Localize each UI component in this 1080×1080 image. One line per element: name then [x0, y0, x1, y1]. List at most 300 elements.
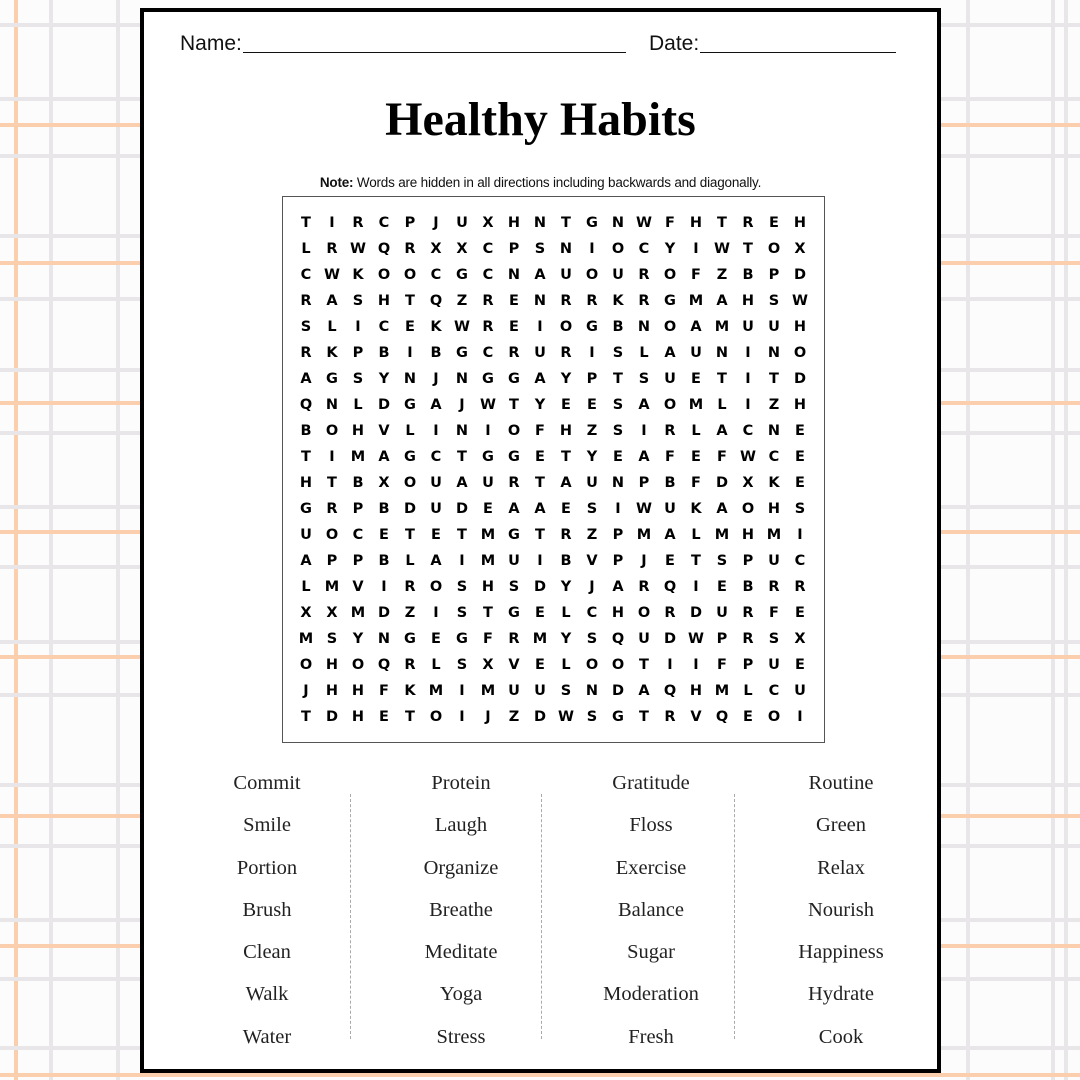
grid-letter[interactable]: A [534, 371, 546, 387]
grid-letter[interactable]: A [560, 475, 572, 491]
grid-letter[interactable]: V [378, 423, 390, 439]
date-field[interactable] [649, 32, 896, 56]
grid-letter[interactable]: H [611, 605, 625, 621]
grid-letter[interactable]: T [769, 371, 779, 387]
grid-letter[interactable]: I [459, 553, 465, 569]
grid-letter[interactable]: S [586, 501, 598, 517]
grid-letter[interactable]: B [664, 475, 676, 491]
grid-letter[interactable]: I [693, 241, 699, 257]
grid-letter[interactable]: I [641, 423, 647, 439]
grid-letter[interactable]: O [429, 579, 443, 595]
grid-letter[interactable]: W [350, 241, 366, 257]
grid-letter[interactable]: N [767, 345, 781, 361]
grid-letter[interactable]: H [767, 501, 781, 517]
grid-letter[interactable]: D [455, 501, 469, 517]
grid-letter[interactable]: H [299, 475, 313, 491]
grid-letter[interactable]: R [482, 319, 494, 335]
grid-letter[interactable]: X [482, 215, 494, 231]
grid-letter[interactable]: J [589, 579, 595, 595]
grid-letter[interactable]: C [794, 553, 806, 569]
grid-letter[interactable]: Z [716, 267, 728, 283]
grid-letter[interactable]: W [480, 397, 496, 413]
grid-letter[interactable]: R [560, 527, 572, 543]
grid-letter[interactable]: R [638, 267, 650, 283]
grid-letter[interactable]: I [589, 241, 595, 257]
grid-letter[interactable]: O [585, 267, 599, 283]
grid-letter[interactable]: A [612, 579, 624, 595]
grid-letter[interactable]: D [377, 397, 391, 413]
grid-letter[interactable]: A [430, 553, 442, 569]
grid-letter[interactable]: H [741, 527, 755, 543]
grid-letter[interactable]: I [433, 605, 439, 621]
grid-letter[interactable]: I [485, 423, 491, 439]
grid-letter[interactable]: H [559, 423, 573, 439]
grid-letter[interactable]: W [454, 319, 470, 335]
grid-letter[interactable]: S [768, 293, 780, 309]
grid-letter[interactable]: G [508, 527, 520, 543]
grid-letter[interactable]: U [560, 267, 572, 283]
grid-letter[interactable]: E [561, 501, 571, 517]
grid-letter[interactable]: M [714, 527, 730, 543]
grid-letter[interactable]: C [586, 605, 598, 621]
grid-letter[interactable]: G [612, 709, 624, 725]
grid-letter[interactable]: L [691, 423, 701, 439]
grid-letter[interactable]: E [509, 293, 519, 309]
grid-letter[interactable]: U [456, 215, 468, 231]
grid-letter[interactable]: L [301, 579, 311, 595]
grid-letter[interactable]: D [689, 605, 703, 621]
grid-letter[interactable]: L [561, 657, 571, 673]
grid-letter[interactable]: S [326, 631, 338, 647]
grid-letter[interactable]: R [794, 579, 806, 595]
grid-letter[interactable]: I [433, 423, 439, 439]
grid-letter[interactable]: M [480, 683, 496, 699]
grid-letter[interactable]: X [742, 475, 754, 491]
grid-letter[interactable]: E [535, 657, 545, 673]
grid-letter[interactable]: U [664, 501, 676, 517]
grid-letter[interactable]: R [508, 631, 520, 647]
grid-letter[interactable]: C [430, 267, 442, 283]
grid-letter[interactable]: O [637, 605, 651, 621]
grid-letter[interactable]: A [508, 501, 520, 517]
grid-letter[interactable]: U [430, 501, 442, 517]
grid-letter[interactable]: P [742, 553, 754, 569]
grid-letter[interactable]: L [717, 397, 727, 413]
grid-letter[interactable]: N [377, 631, 391, 647]
grid-letter[interactable]: E [769, 215, 779, 231]
grid-letter[interactable]: R [404, 657, 416, 673]
grid-letter[interactable]: E [535, 449, 545, 465]
grid-letter[interactable]: D [793, 267, 807, 283]
grid-letter[interactable]: D [403, 501, 417, 517]
grid-letter[interactable]: C [482, 267, 494, 283]
grid-letter[interactable]: P [404, 215, 416, 231]
grid-letter[interactable]: S [508, 579, 520, 595]
grid-letter[interactable]: D [377, 605, 391, 621]
grid-letter[interactable]: G [508, 605, 520, 621]
grid-letter[interactable]: R [742, 631, 754, 647]
grid-letter[interactable]: Y [664, 241, 676, 257]
grid-letter[interactable]: F [691, 267, 701, 283]
grid-letter[interactable]: T [743, 241, 753, 257]
grid-letter[interactable]: D [533, 579, 547, 595]
grid-letter[interactable]: R [664, 605, 676, 621]
grid-letter[interactable]: Q [377, 657, 391, 673]
date-blank-line[interactable] [700, 33, 896, 53]
grid-letter[interactable]: C [742, 423, 754, 439]
grid-letter[interactable]: I [745, 371, 751, 387]
grid-letter[interactable]: T [561, 215, 571, 231]
grid-letter[interactable]: F [665, 449, 675, 465]
grid-letter[interactable]: A [300, 553, 312, 569]
grid-letter[interactable]: O [299, 657, 313, 673]
grid-letter[interactable]: M [636, 527, 652, 543]
grid-letter[interactable]: R [560, 345, 572, 361]
grid-letter[interactable]: U [638, 631, 650, 647]
grid-letter[interactable]: K [690, 501, 702, 517]
grid-letter[interactable]: E [509, 319, 519, 335]
grid-letter[interactable]: Q [663, 579, 677, 595]
grid-letter[interactable]: E [405, 319, 415, 335]
grid-letter[interactable]: N [533, 215, 547, 231]
grid-letter[interactable]: I [745, 397, 751, 413]
grid-letter[interactable]: H [793, 215, 807, 231]
grid-letter[interactable]: Y [378, 371, 390, 387]
grid-letter[interactable]: A [638, 683, 650, 699]
grid-letter[interactable]: U [300, 527, 312, 543]
grid-letter[interactable]: R [742, 215, 754, 231]
grid-letter[interactable]: Y [534, 397, 546, 413]
grid-letter[interactable]: W [636, 501, 652, 517]
grid-letter[interactable]: T [535, 475, 545, 491]
grid-letter[interactable]: H [507, 215, 521, 231]
grid-letter[interactable]: C [300, 267, 312, 283]
grid-letter[interactable]: O [559, 319, 573, 335]
grid-letter[interactable]: B [300, 423, 312, 439]
grid-letter[interactable]: A [716, 423, 728, 439]
grid-letter[interactable]: N [585, 683, 599, 699]
grid-letter[interactable]: R [300, 293, 312, 309]
grid-letter[interactable]: A [534, 501, 546, 517]
grid-letter[interactable]: Q [663, 683, 677, 699]
grid-letter[interactable]: I [797, 709, 803, 725]
grid-letter[interactable]: I [407, 345, 413, 361]
grid-letter[interactable]: R [664, 423, 676, 439]
grid-letter[interactable]: L [405, 423, 415, 439]
grid-letter[interactable]: M [324, 579, 340, 595]
grid-letter[interactable]: B [378, 345, 390, 361]
grid-letter[interactable]: X [482, 657, 494, 673]
grid-letter[interactable]: O [663, 397, 677, 413]
grid-letter[interactable]: G [586, 319, 598, 335]
grid-letter[interactable]: O [793, 345, 807, 361]
grid-letter[interactable]: R [768, 579, 780, 595]
grid-letter[interactable]: G [508, 371, 520, 387]
grid-letter[interactable]: H [481, 579, 495, 595]
grid-letter[interactable]: C [768, 449, 780, 465]
grid-letter[interactable]: C [352, 527, 364, 543]
grid-letter[interactable]: I [355, 319, 361, 335]
grid-letter[interactable]: S [716, 553, 728, 569]
grid-letter[interactable]: J [485, 709, 491, 725]
grid-letter[interactable]: T [301, 449, 311, 465]
grid-letter[interactable]: Y [560, 579, 572, 595]
grid-letter[interactable]: G [586, 215, 598, 231]
grid-letter[interactable]: V [508, 657, 520, 673]
grid-letter[interactable]: T [613, 371, 623, 387]
grid-letter[interactable]: S [794, 501, 806, 517]
grid-letter[interactable]: F [535, 423, 545, 439]
grid-letter[interactable]: F [691, 475, 701, 491]
grid-letter[interactable]: B [612, 319, 624, 335]
grid-letter[interactable]: C [378, 319, 390, 335]
grid-letter[interactable]: Q [715, 709, 729, 725]
grid-letter[interactable]: P [612, 527, 624, 543]
grid-letter[interactable]: T [457, 527, 467, 543]
grid-letter[interactable]: E [431, 631, 441, 647]
grid-letter[interactable]: L [639, 345, 649, 361]
grid-letter[interactable]: S [586, 709, 598, 725]
grid-letter[interactable]: V [690, 709, 702, 725]
name-field[interactable] [180, 32, 626, 56]
grid-letter[interactable]: P [352, 553, 364, 569]
grid-letter[interactable]: R [508, 475, 520, 491]
grid-letter[interactable]: J [433, 371, 439, 387]
grid-letter[interactable]: C [482, 241, 494, 257]
grid-letter[interactable]: P [612, 553, 624, 569]
grid-letter[interactable]: A [430, 397, 442, 413]
grid-letter[interactable]: X [378, 475, 390, 491]
grid-letter[interactable]: S [560, 683, 572, 699]
grid-letter[interactable]: S [612, 397, 624, 413]
grid-letter[interactable]: L [301, 241, 311, 257]
grid-letter[interactable]: B [742, 579, 754, 595]
grid-letter[interactable]: S [352, 371, 364, 387]
grid-letter[interactable]: W [688, 631, 704, 647]
grid-letter[interactable]: C [638, 241, 650, 257]
grid-letter[interactable]: X [794, 241, 806, 257]
grid-letter[interactable]: E [431, 527, 441, 543]
grid-letter[interactable]: X [430, 241, 442, 257]
grid-letter[interactable]: P [508, 241, 520, 257]
grid-letter[interactable]: F [717, 449, 727, 465]
grid-letter[interactable]: M [714, 319, 730, 335]
grid-letter[interactable]: W [636, 215, 652, 231]
grid-letter[interactable]: O [403, 267, 417, 283]
grid-letter[interactable]: A [300, 371, 312, 387]
grid-letter[interactable]: B [430, 345, 442, 361]
grid-letter[interactable]: A [664, 345, 676, 361]
grid-letter[interactable]: Y [560, 631, 572, 647]
grid-letter[interactable]: E [379, 709, 389, 725]
grid-letter[interactable]: E [535, 605, 545, 621]
grid-letter[interactable]: H [351, 683, 365, 699]
grid-letter[interactable]: P [638, 475, 650, 491]
grid-letter[interactable]: L [405, 553, 415, 569]
grid-letter[interactable]: Z [456, 293, 468, 309]
grid-letter[interactable]: N [611, 215, 625, 231]
grid-letter[interactable]: B [742, 267, 754, 283]
grid-letter[interactable]: O [351, 657, 365, 673]
grid-letter[interactable]: N [403, 371, 417, 387]
grid-letter[interactable]: A [716, 501, 728, 517]
grid-letter[interactable]: N [715, 345, 729, 361]
grid-letter[interactable]: I [589, 345, 595, 361]
grid-letter[interactable]: I [615, 501, 621, 517]
grid-letter[interactable]: M [480, 527, 496, 543]
grid-letter[interactable]: I [745, 345, 751, 361]
grid-letter[interactable]: H [689, 215, 703, 231]
grid-letter[interactable]: G [456, 631, 468, 647]
grid-letter[interactable]: I [459, 683, 465, 699]
grid-letter[interactable]: G [456, 267, 468, 283]
grid-letter[interactable]: N [455, 371, 469, 387]
grid-letter[interactable]: U [768, 657, 780, 673]
grid-letter[interactable]: E [379, 527, 389, 543]
grid-letter[interactable]: G [404, 631, 416, 647]
grid-letter[interactable]: N [507, 267, 521, 283]
grid-letter[interactable]: R [638, 293, 650, 309]
grid-letter[interactable]: U [690, 345, 702, 361]
grid-letter[interactable]: S [586, 631, 598, 647]
grid-letter[interactable]: N [611, 475, 625, 491]
grid-letter[interactable]: A [690, 319, 702, 335]
grid-letter[interactable]: W [792, 293, 808, 309]
grid-letter[interactable]: Z [586, 527, 598, 543]
grid-letter[interactable]: E [717, 579, 727, 595]
grid-letter[interactable]: I [329, 215, 335, 231]
grid-letter[interactable]: S [352, 293, 364, 309]
grid-letter[interactable]: W [740, 449, 756, 465]
grid-letter[interactable]: O [767, 241, 781, 257]
grid-letter[interactable]: T [405, 293, 415, 309]
grid-letter[interactable]: I [329, 449, 335, 465]
grid-letter[interactable]: C [430, 449, 442, 465]
grid-letter[interactable]: K [404, 683, 416, 699]
grid-letter[interactable]: M [350, 605, 366, 621]
grid-letter[interactable]: O [403, 475, 417, 491]
grid-letter[interactable]: D [325, 709, 339, 725]
grid-letter[interactable]: K [326, 345, 338, 361]
grid-letter[interactable]: K [430, 319, 442, 335]
grid-letter[interactable]: E [691, 449, 701, 465]
grid-letter[interactable]: E [665, 553, 675, 569]
grid-letter[interactable]: R [482, 293, 494, 309]
grid-letter[interactable]: A [638, 397, 650, 413]
grid-letter[interactable]: Z [508, 709, 520, 725]
grid-letter[interactable]: M [532, 631, 548, 647]
grid-letter[interactable]: G [404, 397, 416, 413]
grid-letter[interactable]: H [689, 683, 703, 699]
grid-letter[interactable]: I [381, 579, 387, 595]
grid-letter[interactable]: P [716, 631, 728, 647]
grid-letter[interactable]: I [667, 657, 673, 673]
grid-letter[interactable]: G [456, 345, 468, 361]
grid-letter[interactable]: A [638, 449, 650, 465]
grid-letter[interactable]: X [794, 631, 806, 647]
grid-letter[interactable]: S [612, 345, 624, 361]
grid-letter[interactable]: O [663, 319, 677, 335]
grid-letter[interactable]: T [561, 449, 571, 465]
grid-letter[interactable]: U [794, 683, 806, 699]
grid-letter[interactable]: M [298, 631, 314, 647]
grid-letter[interactable]: J [433, 215, 439, 231]
grid-letter[interactable]: G [508, 449, 520, 465]
grid-letter[interactable]: M [428, 683, 444, 699]
grid-letter[interactable]: H [351, 709, 365, 725]
grid-letter[interactable]: I [459, 709, 465, 725]
grid-letter[interactable]: P [586, 371, 598, 387]
grid-letter[interactable]: S [534, 241, 546, 257]
grid-letter[interactable]: A [534, 267, 546, 283]
grid-letter[interactable]: M [480, 553, 496, 569]
grid-letter[interactable]: E [795, 423, 805, 439]
grid-letter[interactable]: Q [299, 397, 313, 413]
grid-letter[interactable]: G [482, 449, 494, 465]
grid-letter[interactable]: R [586, 293, 598, 309]
grid-letter[interactable]: R [300, 345, 312, 361]
grid-letter[interactable]: U [534, 683, 546, 699]
grid-letter[interactable]: X [326, 605, 338, 621]
grid-letter[interactable]: S [456, 657, 468, 673]
grid-letter[interactable]: U [742, 319, 754, 335]
grid-letter[interactable]: U [430, 475, 442, 491]
grid-letter[interactable]: T [301, 709, 311, 725]
grid-letter[interactable]: J [641, 553, 647, 569]
grid-letter[interactable]: C [482, 345, 494, 361]
grid-letter[interactable]: C [768, 683, 780, 699]
grid-letter[interactable]: N [767, 423, 781, 439]
grid-letter[interactable]: F [717, 657, 727, 673]
grid-letter[interactable]: P [326, 553, 338, 569]
grid-letter[interactable]: D [663, 631, 677, 647]
grid-letter[interactable]: D [715, 475, 729, 491]
grid-letter[interactable]: E [561, 397, 571, 413]
grid-letter[interactable]: Y [352, 631, 364, 647]
grid-letter[interactable]: U [508, 553, 520, 569]
grid-letter[interactable]: H [793, 397, 807, 413]
grid-letter[interactable]: E [795, 605, 805, 621]
grid-letter[interactable]: G [300, 501, 312, 517]
grid-letter[interactable]: T [405, 527, 415, 543]
grid-letter[interactable]: H [377, 293, 391, 309]
grid-letter[interactable]: E [483, 501, 493, 517]
grid-letter[interactable]: H [793, 319, 807, 335]
grid-letter[interactable]: U [586, 475, 598, 491]
grid-letter[interactable]: T [457, 449, 467, 465]
grid-letter[interactable]: S [638, 371, 650, 387]
grid-letter[interactable]: L [691, 527, 701, 543]
grid-letter[interactable]: T [717, 215, 727, 231]
grid-letter[interactable]: B [352, 475, 364, 491]
grid-letter[interactable]: U [768, 553, 780, 569]
grid-letter[interactable]: R [664, 709, 676, 725]
grid-letter[interactable]: V [352, 579, 364, 595]
grid-letter[interactable]: F [483, 631, 493, 647]
grid-letter[interactable]: R [560, 293, 572, 309]
grid-letter[interactable]: L [327, 319, 337, 335]
grid-letter[interactable]: O [611, 241, 625, 257]
grid-letter[interactable]: O [585, 657, 599, 673]
grid-letter[interactable]: T [301, 215, 311, 231]
grid-letter[interactable]: N [533, 293, 547, 309]
grid-letter[interactable]: T [483, 605, 493, 621]
grid-letter[interactable]: Q [611, 631, 625, 647]
grid-letter[interactable]: Y [586, 449, 598, 465]
grid-letter[interactable]: E [691, 371, 701, 387]
grid-letter[interactable]: A [664, 527, 676, 543]
grid-letter[interactable]: U [534, 345, 546, 361]
